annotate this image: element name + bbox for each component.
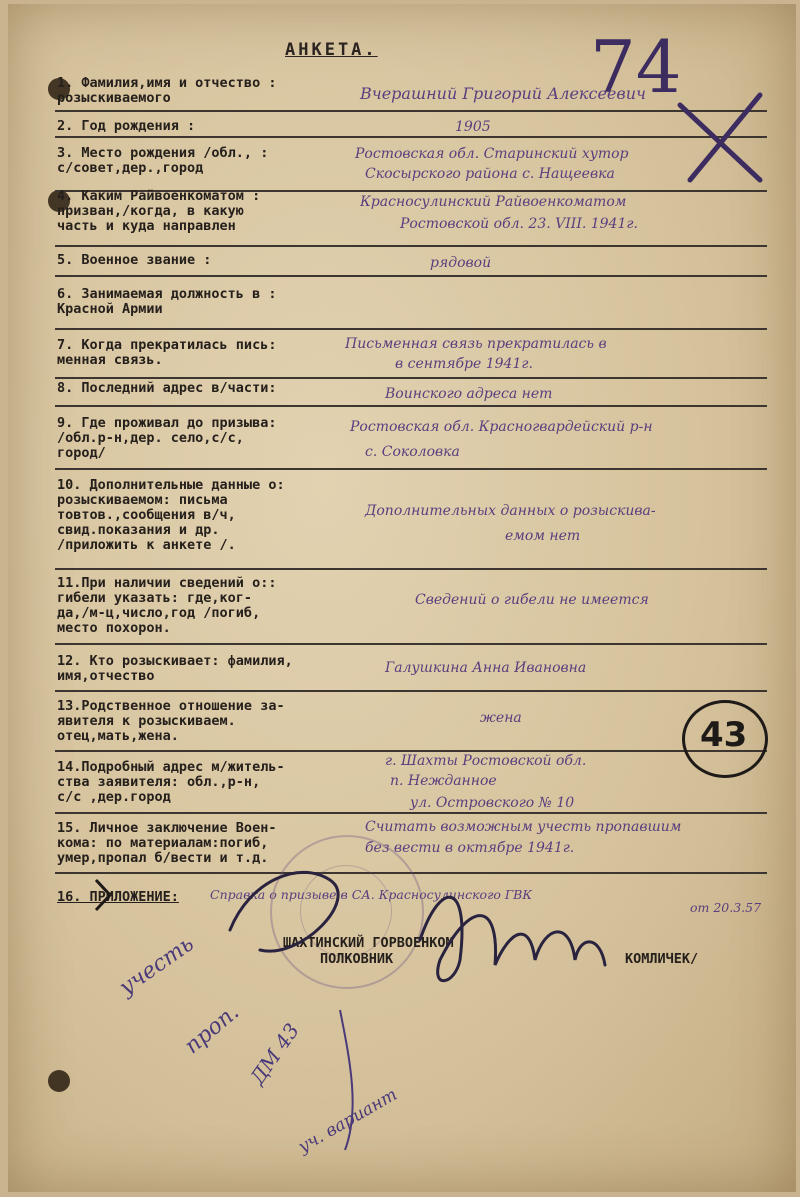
question-label: 8. Последний адрес в/части: <box>57 380 277 396</box>
answer-text: Скосырского района с. Нащеевка <box>365 166 615 182</box>
answer-text: в сентябре 1941г. <box>395 356 533 372</box>
question-label: 16. ПРИЛОЖЕНИЕ: <box>57 889 179 905</box>
question-label: 7. Когда прекратилась пись: менная связь. <box>57 337 277 368</box>
signature-office: ШАХТИНСКИЙ ГОРВОЕНКОМ <box>283 935 454 951</box>
answer-text: Ростовская обл. Красногвардейский р-н <box>350 419 653 435</box>
answer-text: Сведений о гибели не имеется <box>415 592 649 608</box>
answer-text: ул. Островского № 10 <box>410 795 575 811</box>
answer-text: г. Шахты Ростовской обл. <box>385 753 587 769</box>
corner-number: 74 <box>590 25 682 109</box>
answer-text: жена <box>480 710 522 726</box>
question-label: 2. Год рождения : <box>57 118 196 134</box>
answer-text: Красносулинский Райвоенкоматом <box>360 194 627 210</box>
answer-text: Воинского адреса нет <box>385 386 553 402</box>
question-label: 9. Где проживал до призыва: /обл.р-н,дер. село,с/с, город/ <box>57 415 277 461</box>
signature-rank: ПОЛКОВНИК <box>320 951 394 967</box>
question-label: 10. Дополнительные данные о: розыскиваемом: письма товтов.,сообщения в/ч, свид.показания и др. /приложить к анкете /. <box>57 477 285 553</box>
answer-text: с. Соколовка <box>365 444 460 460</box>
question-label: 3. Место рождения /обл., : с/совет,дер.,город <box>57 145 269 176</box>
answer-text: Считать возможным учесть пропавшим <box>365 819 682 835</box>
answer-text: рядовой <box>430 255 492 271</box>
arrow-mark <box>96 880 110 910</box>
question-label: 6. Занимаемая должность в : Красной Армии <box>57 286 277 317</box>
answer-text: 1905 <box>455 119 491 135</box>
margin-note: ДМ 43 <box>245 1018 304 1089</box>
question-label: 11.При наличии сведений о:: гибели указать: где,ког- да,/м-ц,число,год /погиб, место похорон. <box>57 575 277 636</box>
answer-text: Галушкина Анна Ивановна <box>385 660 587 676</box>
margin-note: уч. вариант <box>295 1084 401 1158</box>
corner-cross-mark <box>680 95 760 180</box>
answer-text: п. Нежданное <box>390 773 497 789</box>
margin-note: учесть <box>115 931 199 1001</box>
question-label: 4. Каким Райвоенкоматом : призван,/когда, в какую часть и куда направлен <box>57 188 261 234</box>
circled-number: 43 <box>700 715 748 755</box>
document-title: АНКЕТА. <box>285 40 378 60</box>
answer-text: от 20.3.57 <box>690 900 762 915</box>
question-label: 13.Родственное отношение за- явителя к розыскиваем. отец,мать,жена. <box>57 698 285 744</box>
question-label: 12. Кто розыскивает: фамилия, имя,отчество <box>57 653 293 684</box>
question-label: 15. Личное заключение Воен- кома: по материалам:погиб, умер,пропал б/вести и т.д. <box>57 820 277 866</box>
answer-text: Справка о призыве в СА. Красносулинского ГВК <box>210 887 533 902</box>
answer-text: емом нет <box>505 528 581 544</box>
signature-scribble <box>230 872 605 980</box>
signature-name: КОМЛИЧЕК/ <box>625 951 699 967</box>
answer-text: без вести в октябре 1941г. <box>365 840 575 856</box>
margin-stroke <box>340 1010 353 1150</box>
margin-note: проп. <box>180 999 245 1060</box>
answer-text: Ростовская обл. Старинский хутор <box>355 146 629 162</box>
answer-text: Письменная связь прекратилась в <box>345 336 607 352</box>
answer-text: Дополнительных данных о розыскива- <box>365 503 656 519</box>
answer-text: Ростовской обл. 23. VIII. 1941г. <box>400 216 638 232</box>
question-label: 5. Военное звание : <box>57 252 212 268</box>
question-label: 1. Фамилия,имя и отчество : розыскиваемого <box>57 75 277 106</box>
question-label: 14.Подробный адрес м/житель- ства заявителя: обл.,р-н, с/с ,дер.город <box>57 759 285 805</box>
answer-text: Вчерашний Григорий Алексеевич <box>360 84 646 103</box>
